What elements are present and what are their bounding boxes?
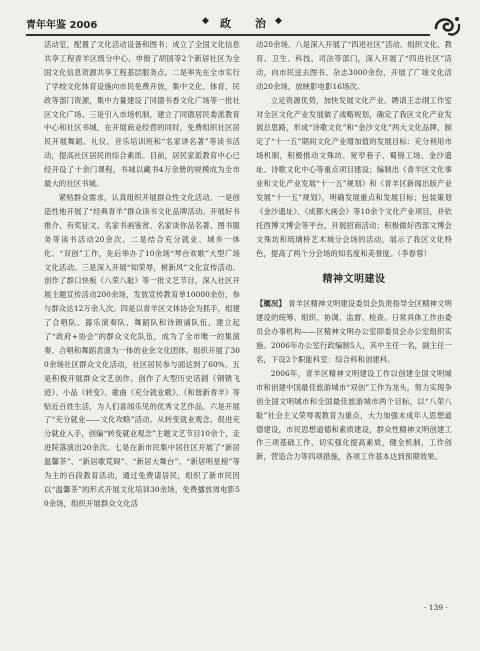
- overview-paragraph: [256, 297, 452, 367]
- body-paragraph: 立足资源优势，加快发展文化产业。聘请王志纲工作室对全区文化产业发展做了战略规划，确定了我区文化产业发展总思路，形成“诗歌文化”和“金沙文化”两大文化品牌，制定了“十一五”期间文化产业增加值的发展目标：充分利用市场机制，积极推动文殊坊、宽窄巷子、蜀锦工场、金沙遗址、诗歌文化中心等重点项目建设；编制出《青羊区文化事业和文化产业发展“十一五”规划》和《青羊区新闻出版产业发展“十一五”规划》，明确发展重点和发展目标；包装策划《金沙遗址》、《成都大画会》等10余个文化产业项目，并依托西博文博会等平台，开展招商活动；积极做好西部文博会文殊坊和琉璃桥艺术城分会场的活动，展示了我区文化特色，提高了两个分会场的知名度和美誉度。（李春蓉）: [256, 95, 452, 258]
- body-paragraph: 2006年，青羊区精神文明建设工作以创建全国文明城市和创建中国最佳旅游城市“双创”工作为龙头，努力实现争创全国文明城市和全国最佳旅游城市两个目标，以“八荣八耻”社会主义荣辱观教育为重点，大力加强未成年人思想道德建设，市民思想道德和素质建设，群众性精神文明创建工作三项基础工作，切实强化提高素质，健全机制，工作创新，营造合力等四项措施，各项工作基本达到预期效果。: [256, 368, 452, 462]
- section-title-char-1: 政: [220, 17, 231, 30]
- section-heading: 精神文明建设: [322, 273, 386, 285]
- body-paragraph: 紧贴群众需求，认真组织开展群众性文化活动。一是创造性地开展了“经典青羊”群众读书文化品牌活动。开展好书推介、有奖征文、名家书画鉴赏、名家谈你品名著、图书服务等读书活动20余次。二是结合充分就业、城乡一体化、“双创”工作，先后举办了10余场“琴台欢歌”大型广场文化活动。三是深入开展“知荣辱，树新风”文化宣传活动。创作了群口快板《八荣八耻》等一批文艺节目，深入社区开展主题宣传活动200余场，发放宣传教育单10000余份，参与群众达12万余人次。四是以青羊区文体协会为抓手，组建了合唱队、器乐演奏队、舞蹈队和诗朗诵队伍，建立起了“政府+协会”的群众文化队伍，成为了全市唯一的集演奏、合唱和舞蹈表演为一体的业余文化团体。组织开展了300余场社区群众文化活动，社区居民参与面达到了60%。五是积极开展群众文艺创作。创作了大型历史话剧《钢锈飞迹》、小品《转变》、歌曲《充分就业歌》、《和谐新青羊》等贴近百姓生活，为人们喜闻乐见的优秀文艺作品。六是开展了“充分就业——文化攻略”活动。从转变就业观念、促进充分就业入手，创编“转变就业观念”主题文艺节目10余个，走进院落演出20余次。七是在新市民集中居住区开展了“新居温馨茶”、“新居歌荒碍”、“新居大舞台”、“新居明星榜”等为主的百段教育活动，通过免费请居民，组织了新市民因以“温馨茶”的形式开展文化培训30余场，免费播放周电影50余场，组织开展群众文化活: [44, 192, 240, 508]
- body-paragraph: 动20余场。八是深入开展了“四进社区”活动。组织文化、教育、卫生、科技、司法等部门，深入开展了“四进社区”活动，向市民送去图书、杂志3000余份，开展了广场文化活动20余场，放映影电影16场次。: [256, 40, 452, 91]
- left-column: [44, 38, 240, 511]
- overview-text: 青羊区精神文明建设委员会负责指导全区精神文明建设的统筹、组织、协调、监督、检查。日常具体工作由委员会办事机构——区精神文明办公室即委员会办公室组织实施。2006年办公室行政编制5人，其中主任一名，副主任一名，下设2个职能科室：综合科和创建科。: [256, 299, 452, 365]
- yearbook-title: 青年年鉴 2006: [26, 20, 98, 31]
- page-number: · 139 ·: [424, 603, 448, 612]
- page-header: [0, 0, 480, 40]
- overview-tag: 【概况】: [256, 299, 286, 309]
- swirl-logo-icon: [432, 14, 462, 40]
- body-paragraph: 活动室，配置了文化活动设备和图书；成立了全国文化信息共享工程青羊区级分中心，申报了胡国等2个新居社区为全国文化信息资源共享工程基层服务点。二是率先在全市实行了学校文化体育设施向市民免费开放，集中文化、体育、民政等部门资源，集中力量建设了同德书香文化广场等一批社区文化广场。三是引入市场机制，建立了同德居民委派教育中心和社区书城，在开展商业经营的同时，免费组织社区居民开展舞蹈、礼仪、音乐培训班和“名家讲名著”等读书活动，提高社区居民的综合素质。目前，居民家派教育中心已经开设了十余门课程，书城以藏书4万余册的规模成为全市最大的社区书城。: [44, 40, 240, 189]
- section-title-char-2: 治: [255, 17, 266, 30]
- header-rule: [26, 34, 430, 36]
- diamond-icon-right: ◆: [275, 16, 282, 26]
- right-column: [256, 38, 452, 464]
- diamond-icon: ◆: [202, 16, 209, 26]
